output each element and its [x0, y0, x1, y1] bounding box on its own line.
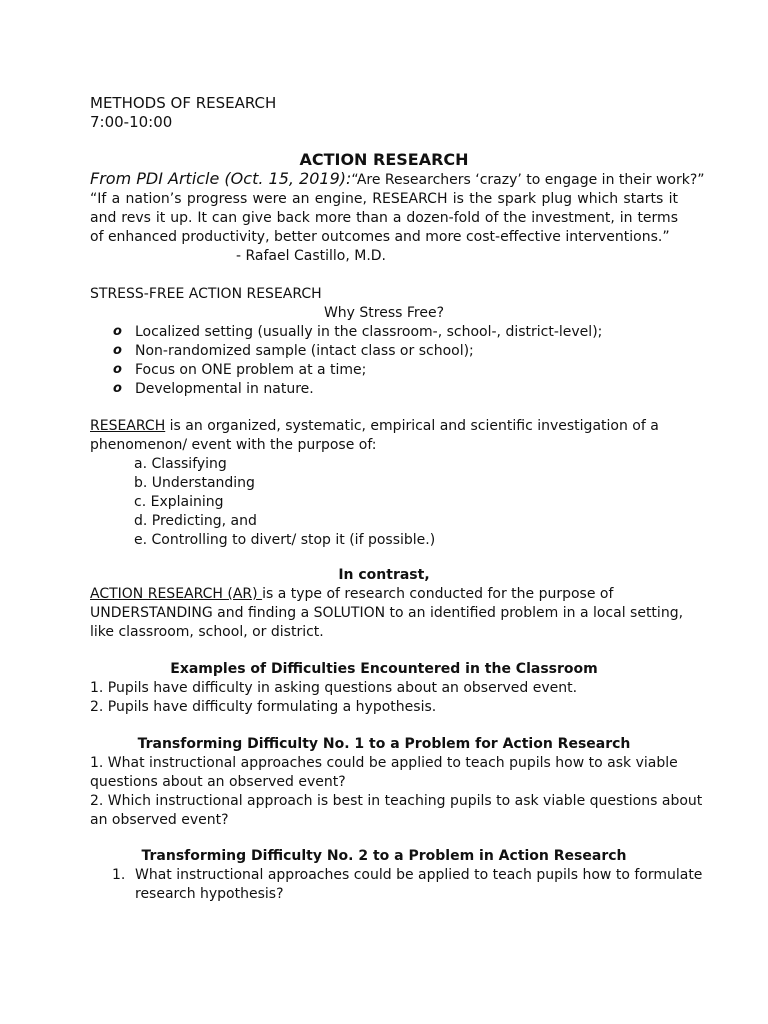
course-title: METHODS OF RESEARCH	[90, 94, 277, 112]
list-item: d. Predicting, and	[134, 513, 257, 529]
bullet-icon: o	[113, 362, 122, 377]
examples-heading: Examples of Difficulties Encountered in the Classroom	[170, 661, 598, 677]
research-definition-text: is an organized, systematic, empirical and scientific investigation of a	[165, 418, 659, 434]
transform2-line: research hypothesis?	[135, 886, 284, 902]
research-term: RESEARCH	[90, 418, 166, 434]
ar-definition-line2: UNDERSTANDING and finding a SOLUTION to an identified problem in a local setting,	[90, 605, 684, 621]
class-time: 7:00-10:00	[90, 113, 173, 131]
list-item: 2. Pupils have difficulty formulating a hypothesis.	[90, 699, 437, 715]
list-item: Localized setting (usually in the classroom-, school-, district-level);	[135, 324, 603, 340]
research-definition-line2: phenomenon/ event with the purpose of:	[90, 437, 377, 453]
research-definition-line1	[90, 417, 659, 435]
list-item: Developmental in nature.	[135, 381, 314, 397]
list-item: 1. Pupils have difficulty in asking questions about an observed event.	[90, 680, 578, 696]
transform1-heading: Transforming Difficulty No. 1 to a Problem for Action Research	[137, 736, 631, 752]
ar-definition-line1	[90, 585, 613, 603]
document-title: ACTION RESEARCH	[299, 150, 469, 169]
quote-source-label: From PDI Article (Oct. 15, 2019):	[90, 169, 352, 188]
ar-term: ACTION RESEARCH (AR)	[90, 586, 263, 602]
transform1-line: questions about an observed event?	[90, 774, 346, 790]
transform2-heading: Transforming Difficulty No. 2 to a Problem in Action Research	[141, 848, 627, 864]
contrast-heading: In contrast,	[338, 567, 430, 583]
transform1-line: 2. Which instructional approach is best in teaching pupils to ask viable questions about	[90, 793, 703, 809]
list-item: e. Controlling to divert/ stop it (if possible.)	[134, 532, 436, 548]
transform2-item-number: 1.	[112, 867, 126, 883]
quote-source-line	[90, 170, 705, 189]
list-item: c. Explaining	[134, 494, 224, 510]
ar-definition-line3: like classroom, school, or district.	[90, 624, 324, 640]
quote-question: “Are Researchers ‘crazy’ to engage in their work?”	[351, 172, 705, 188]
list-item: Non-randomized sample (intact class or school);	[135, 343, 474, 359]
bullet-icon: o	[113, 324, 122, 339]
quote-text: “If a nation’s progress were an engine, RESEARCH is the spark plug which starts it and revs it up. It can give back more than a dozen-fold of the investment, in terms of enhanced productivity, better outcomes and more cost-effective interventions.”	[90, 191, 678, 245]
bullet-icon: o	[113, 381, 122, 396]
list-item: a. Classifying	[134, 456, 227, 472]
transform1-line: an observed event?	[90, 812, 229, 828]
why-stress-free-subheading: Why Stress Free?	[323, 305, 445, 321]
bullet-icon: o	[113, 343, 122, 358]
transform2-line: What instructional approaches could be applied to teach pupils how to formulate	[135, 867, 703, 883]
transform1-line: 1. What instructional approaches could be applied to teach pupils how to ask viable	[90, 755, 678, 771]
stress-free-heading: STRESS-FREE ACTION RESEARCH	[90, 286, 322, 302]
list-item: Focus on ONE problem at a time;	[135, 362, 367, 378]
ar-definition-text: is a type of research conducted for the purpose of	[262, 586, 614, 602]
quote-author: - Rafael Castillo, M.D.	[236, 248, 386, 264]
list-item: b. Understanding	[134, 475, 255, 491]
